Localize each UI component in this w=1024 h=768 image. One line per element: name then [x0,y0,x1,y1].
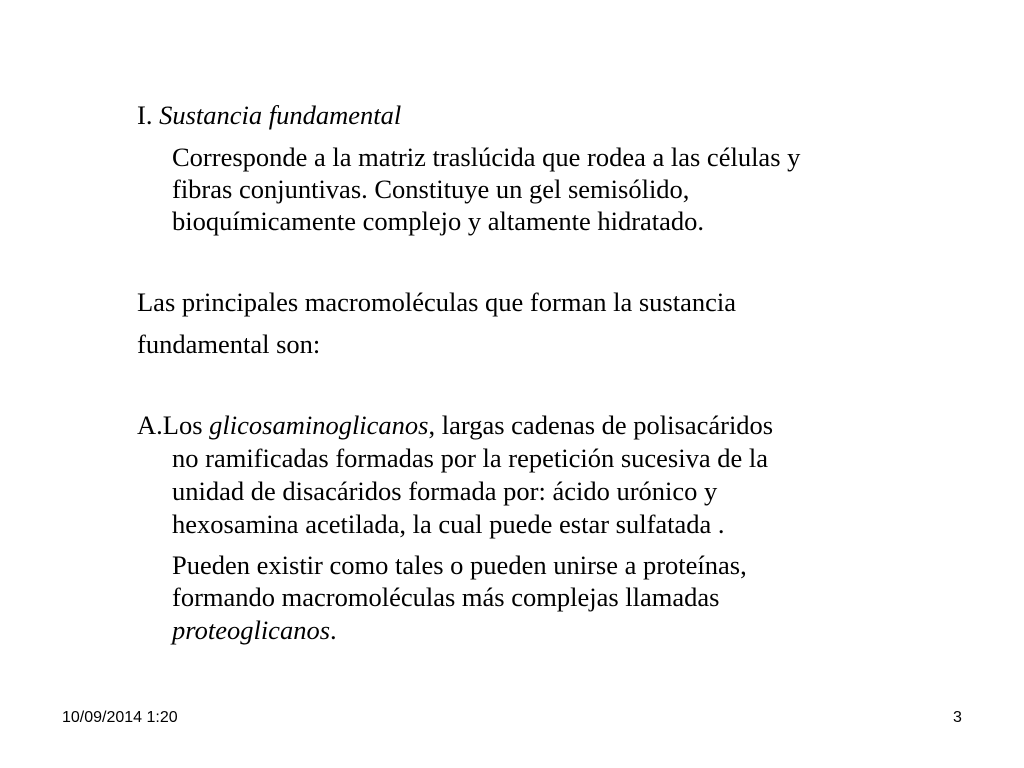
section-title: Sustancia fundamental [159,100,402,130]
item-a-prefix: A.Los [137,410,210,440]
item-a-sub-line-3 [172,613,337,647]
section-numeral: I. [137,100,153,130]
section-heading [137,98,401,132]
item-a-sub-end: . [330,615,337,645]
footer-page-number: 3 [953,709,962,726]
footer-date: 10/09/2014 1:20 [62,709,178,726]
item-a-line-4: hexosamina acetilada, la cual puede estar sulfatada . [172,509,725,539]
section-desc-line-1: Corresponde a la matriz traslúcida que rodea a las células y [172,142,801,172]
item-a-rest: , largas cadenas de polisacáridos [428,410,774,440]
item-a-line-2: no ramificadas formadas por la repetición sucesiva de la [172,443,769,473]
intro-line-1: Las principales macromoléculas que forman la sustancia [137,287,736,317]
item-a-sub-line-1: Pueden existir como tales o pueden unirse a proteínas, [172,550,747,580]
section-desc-line-3: bioquímicamente complejo y altamente hidratado. [172,206,705,236]
item-a-line-1 [137,408,773,442]
item-a-sub-line-2: formando macromoléculas más complejas llamadas [172,582,720,612]
item-a-sub-term: proteoglicanos [172,615,331,645]
item-a-term: glicosaminoglicanos [209,410,429,440]
item-a-line-3: unidad de disacáridos formada por: ácido urónico y [172,476,718,506]
intro-line-2: fundamental son: [137,329,321,359]
section-desc-line-2: fibras conjuntivas. Constituye un gel semisólido, [172,174,690,204]
